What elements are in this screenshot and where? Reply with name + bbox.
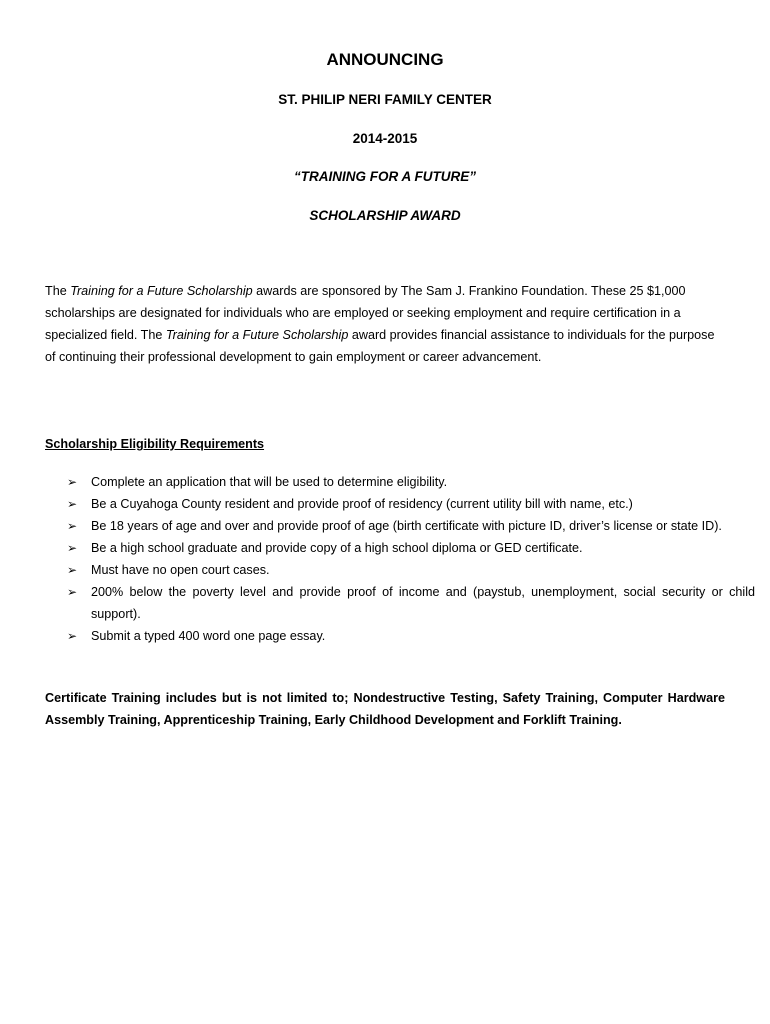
arrow-bullet-icon: ➢ [67,585,78,599]
arrow-bullet-icon: ➢ [67,563,78,577]
announcing-heading: ANNOUNCING [326,50,444,69]
intro-text-1: The [45,284,71,298]
requirement-text: Be a Cuyahoga County resident and provide proof of residency (current utility bill with name, etc.) [91,497,633,511]
requirement-text: Be 18 years of age and over and provide proof of age (birth certificate with picture ID, driver’s license or state ID). [91,519,722,533]
scholarship-name-1: Training for a Future Scholarship [70,284,253,298]
requirements-list [65,471,755,647]
list-item [65,581,755,625]
requirement-text: 200% below the poverty level and provide proof of income and (paystub, unemployment, social security or child support). [91,585,755,621]
requirement-text: Complete an application that will be used to determine eligibility. [91,475,448,489]
scholarship-name-2: Training for a Future Scholarship [165,328,349,342]
intro-paragraph [45,280,725,368]
list-item [65,537,755,559]
years-heading: 2014-2015 [352,131,418,146]
intro-text-2: awards are sponsored by The Sam J. Frankino Foundation. These 25 $1,000 scholarships are designated for individuals who are employed or seeking employment and require certification in a specialized field. The [45,284,686,342]
arrow-bullet-icon: ➢ [67,519,78,533]
list-item [65,625,755,647]
requirement-text: Be a high school graduate and provide copy of a high school diploma or GED certificate. [91,541,583,555]
arrow-bullet-icon: ➢ [67,629,78,643]
requirement-text: Must have no open court cases. [91,563,270,577]
intro-text-3: award provides financial assistance to individuals for the purpose of continuing their professional development to gain employment or career advancement. [45,328,715,364]
list-item [65,471,755,493]
arrow-bullet-icon: ➢ [67,541,78,555]
list-item [65,515,755,537]
requirement-text: Submit a typed 400 word one page essay. [91,629,326,643]
organization-heading: ST. PHILIP NERI FAMILY CENTER [278,92,492,107]
list-item [65,559,755,581]
arrow-bullet-icon: ➢ [67,475,78,489]
list-item [65,493,755,515]
arrow-bullet-icon: ➢ [67,497,78,511]
certificate-training-paragraph: Certificate Training includes but is not limited to; Nondestructive Testing, Safety Training, Computer Hardware Assembly Training, Apprenticeship Training, Early Childhood Development and Forklift Training. [45,691,725,727]
requirements-title: Scholarship Eligibility Requirements [45,437,265,451]
award-heading: SCHOLARSHIP AWARD [309,208,461,223]
program-heading: “TRAINING FOR A FUTURE” [294,169,476,184]
